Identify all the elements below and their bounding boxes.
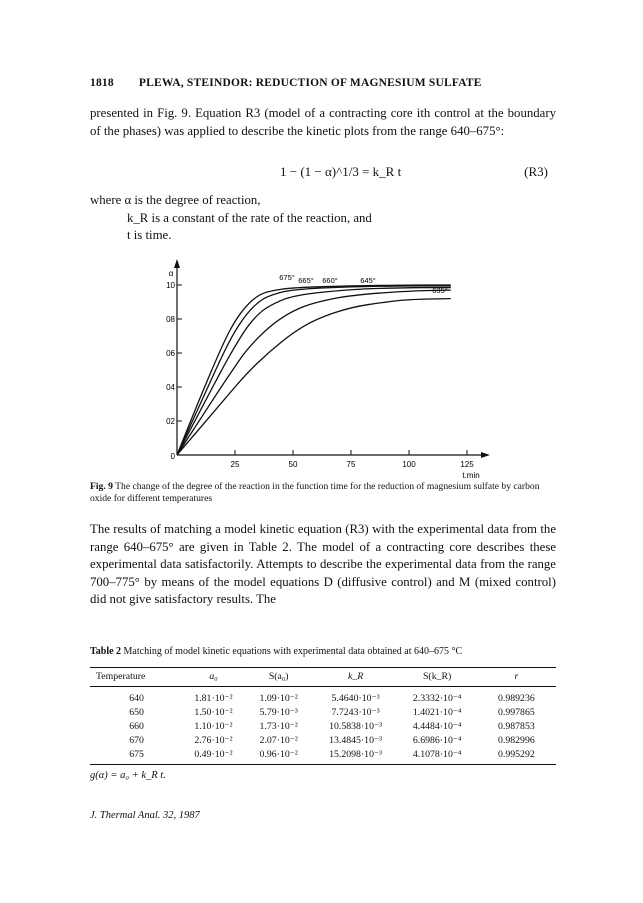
- table-cell: 640: [129, 692, 144, 704]
- table-cell: 0.997865: [498, 706, 535, 718]
- equation-formula: 1 − (1 − α)^1/3 = k_R t: [280, 164, 402, 179]
- figure-9-chart: [150, 250, 510, 478]
- table-cell: 6.6986·10⁻⁴: [412, 734, 462, 746]
- col-s-a0: S(a₀): [244, 668, 314, 687]
- definitions: [90, 192, 372, 245]
- definition-t: t is time.: [127, 228, 172, 242]
- y-tick-label: 0: [170, 452, 175, 461]
- table-caption: [90, 646, 462, 657]
- table-cell: 0.987853: [498, 720, 535, 732]
- curve-label: 665°: [298, 276, 314, 285]
- table-cell: 15.2098·10⁻³: [314, 747, 398, 765]
- curve-660: [177, 288, 451, 455]
- running-title: PLEWA, STEINDOR: REDUCTION OF MAGNESIUM SULFATE: [138, 77, 482, 89]
- page-number: 1818: [90, 77, 114, 89]
- x-axis-label: t,min: [462, 471, 480, 478]
- table-cell: 2.76·10⁻²: [194, 734, 233, 746]
- journal-footer: J. Thermal Anal. 32, 1987: [90, 810, 200, 821]
- curve-label: 635°: [432, 286, 448, 295]
- table-cell: 0.989236: [498, 692, 535, 704]
- table-cell: 675: [90, 747, 183, 765]
- equation-number: (R3): [524, 164, 548, 179]
- table-cell: 13.4845·10⁻³: [329, 734, 383, 746]
- table-cell: 0.49·10⁻²: [183, 747, 244, 765]
- table-2: [90, 667, 556, 765]
- table-footnote: g(α) = a₀ + k_R t.: [90, 770, 166, 781]
- x-tick-label: 25: [230, 460, 240, 469]
- x-tick-label: 75: [346, 460, 356, 469]
- running-header: [90, 77, 482, 89]
- table-cell: 650: [129, 706, 144, 718]
- curve-675: [177, 285, 451, 455]
- curve-label: 660°: [322, 276, 338, 285]
- table-cell: 1.09·10⁻²: [259, 692, 298, 704]
- intro-paragraph: presented in Fig. 9. Equation R3 (model of a contracting core ith control at the boundary of the phases) was applied to describe the kinetic plots from the range 640–675°:: [90, 106, 556, 138]
- col-a0: a₀: [183, 668, 244, 687]
- x-tick-label: 100: [402, 460, 416, 469]
- x-axis-arrow: [481, 452, 490, 458]
- definition-kr: k_R is a constant of the rate of the reaction, and: [127, 210, 372, 225]
- table-cell: 2.07·10⁻²: [259, 734, 298, 746]
- col-temperature: Temperature: [90, 668, 183, 687]
- table-cell: 1.73·10⁻²: [259, 720, 298, 732]
- y-tick-label: 06: [166, 349, 175, 358]
- table-cell: 0.995292: [477, 747, 556, 765]
- table-cell: 1.81·10⁻²: [194, 692, 233, 704]
- table-cell: 7.7243·10⁻³: [331, 706, 380, 718]
- table-row: [90, 747, 556, 765]
- figure-caption: [90, 481, 560, 505]
- curve-665: [177, 286, 451, 455]
- table-cell: 5.4640·10⁻³: [331, 692, 380, 704]
- table-row: [90, 687, 556, 706]
- figure-caption-label: Fig. 9: [90, 481, 113, 492]
- table-cell: 0.96·10⁻²: [244, 747, 314, 765]
- table-cell: 2.3332·10⁻⁴: [412, 692, 462, 704]
- table-caption-text: Matching of model kinetic equations with experimental data obtained at 640–675 °C: [123, 646, 463, 657]
- definition-alpha: where α is the degree of reaction,: [90, 193, 261, 207]
- x-tick-label: 50: [288, 460, 298, 469]
- table-cell: 4.4484·10⁻⁴: [412, 720, 462, 732]
- table-row: [90, 719, 556, 733]
- table-cell: 1.4021·10⁻⁴: [412, 706, 462, 718]
- y-axis-symbol: α: [168, 269, 174, 278]
- table-cell: 4.1078·10⁻⁴: [398, 747, 477, 765]
- table-row: [90, 733, 556, 747]
- col-kr: k_R: [314, 668, 398, 687]
- table-cell: 1.10·10⁻²: [194, 720, 233, 732]
- curve-label: 675°: [279, 273, 295, 282]
- y-tick-label: 02: [166, 417, 175, 426]
- figure-caption-text: The change of the degree of the reaction in the function time for the reduction of magnesium sulfate by carbon oxide for different temperatures: [90, 481, 540, 504]
- table-cell: 660: [129, 720, 144, 732]
- table-header-row: [90, 668, 556, 687]
- curve-label: 645°: [360, 276, 376, 285]
- curve-645: [177, 290, 451, 455]
- results-paragraph: The results of matching a model kinetic equation (R3) with the experimental data from the range 640–675° are given in Table 2. The model of a contracting core describes these experimental data satisfactorily. Attempts to describe the experimental data from the range 700–775° by means of the model equations D (diffusive control) and M (mixed control) did not give satisfactory results. The: [90, 522, 556, 606]
- x-tick-label: 125: [460, 460, 474, 469]
- table-cell: 670: [129, 734, 144, 746]
- table-cell: 5.79·10⁻³: [259, 706, 298, 718]
- y-tick-label: 10: [166, 281, 175, 290]
- table-cell: 0.982996: [498, 734, 535, 746]
- y-tick-label: 04: [166, 383, 175, 392]
- col-s-kr: S(k_R): [398, 668, 477, 687]
- col-r: r: [477, 668, 556, 687]
- table-cell: 1.50·10⁻²: [194, 706, 233, 718]
- y-tick-label: 08: [166, 315, 175, 324]
- table-cell: 10.5838·10⁻³: [329, 720, 383, 732]
- table-row: [90, 705, 556, 719]
- y-axis-arrow: [174, 259, 180, 268]
- table-caption-label: Table 2: [90, 646, 122, 657]
